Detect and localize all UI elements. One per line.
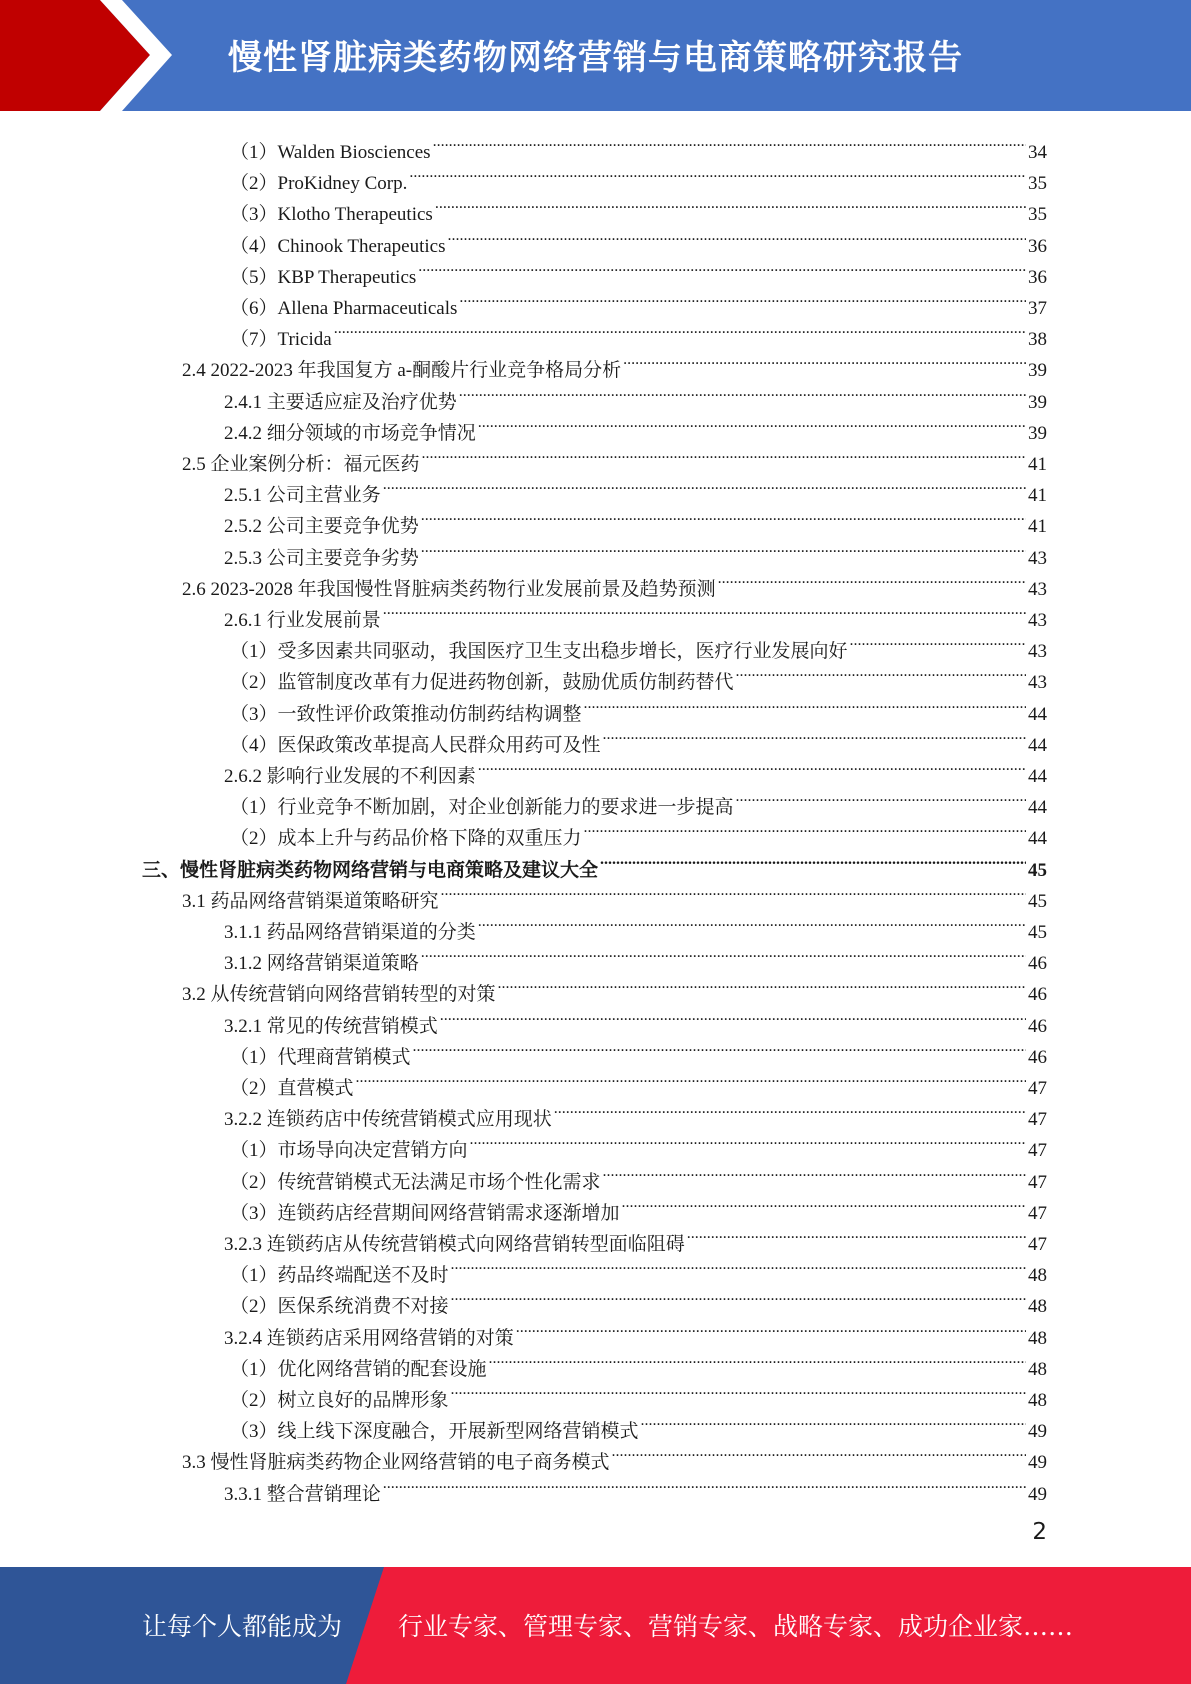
toc-entry-page: 47 (1028, 1078, 1047, 1099)
toc-entry-page: 44 (1028, 828, 1047, 850)
toc-leader-dots (850, 626, 1026, 657)
toc-entry-page: 41 (1028, 485, 1047, 507)
toc-entry-label: （1）市场导向决定营销方向 (230, 1140, 468, 1162)
toc-entry-label: （3）连锁药店经营期间网络营销需求逐渐增加 (230, 1202, 620, 1224)
toc-entry[interactable] (224, 1219, 1047, 1255)
toc-entry-label: （2）监管制度改革有力促进药物创新，鼓励优质仿制药替代 (230, 672, 734, 694)
toc-entry-page: 49 (1028, 1452, 1047, 1474)
toc-entry[interactable] (224, 751, 1047, 787)
toc-entry-page: 39 (1028, 391, 1047, 413)
toc-entry-label: （3）Klotho Therapeutics (230, 204, 433, 226)
toc-entry-label: （2）树立良好的品牌形象 (230, 1390, 449, 1411)
toc-entry-label: （1）优化网络营销的配套设施 (230, 1358, 487, 1380)
page-number: 2 (1032, 1519, 1047, 1545)
toc-entry[interactable] (230, 1250, 1047, 1287)
toc-leader-dots (603, 1157, 1026, 1188)
toc-entry[interactable] (182, 564, 1047, 600)
toc-entry-page: 47 (1028, 1109, 1047, 1131)
toc-entry-page: 37 (1028, 298, 1047, 319)
toc-leader-dots (383, 470, 1026, 501)
toc-entry-label: 2.5.2 公司主要竞争优势 (224, 516, 419, 538)
toc-leader-dots (489, 1344, 1026, 1375)
toc-entry[interactable] (182, 345, 1047, 382)
toc-entry-page: 43 (1028, 641, 1047, 663)
toc-entry-label: 3.1.1 药品网络营销渠道的分类 (224, 922, 476, 943)
toc-entry-page: 44 (1028, 734, 1047, 756)
toc-entry[interactable] (230, 1125, 1047, 1162)
toc-entry[interactable] (224, 1094, 1047, 1131)
toc-entry-label: 2.5 企业案例分析：福元医药 (182, 454, 420, 475)
header-banner (0, 0, 1191, 111)
toc-leader-dots (736, 657, 1026, 688)
toc-leader-dots (451, 1250, 1026, 1281)
toc-entry-label: 3.2.1 常见的传统营销模式 (224, 1015, 438, 1037)
toc-leader-dots (433, 127, 1026, 158)
toc-entry[interactable] (224, 938, 1047, 975)
report-title: 慢性肾脏病类药物网络营销与电商策略研究报告 (228, 38, 963, 78)
toc-leader-dots (623, 345, 1026, 376)
toc-entry-page: 43 (1028, 610, 1047, 631)
toc-entry[interactable] (224, 1001, 1047, 1037)
toc-leader-dots (422, 439, 1026, 470)
toc-entry-label: （2）成本上升与药品价格下降的双重压力 (230, 828, 582, 850)
toc-leader-dots (356, 1063, 1026, 1094)
toc-entry[interactable] (230, 314, 1047, 351)
toc-entry-page: 47 (1028, 1140, 1047, 1162)
toc-entry[interactable] (182, 439, 1047, 475)
toc-entry-page: 36 (1028, 235, 1047, 257)
toc-entry[interactable] (230, 720, 1047, 756)
toc-entry-page: 47 (1028, 1202, 1047, 1224)
toc-leader-dots (470, 1125, 1026, 1156)
toc-entry-page: 49 (1028, 1483, 1047, 1505)
toc-entry-page: 43 (1028, 547, 1047, 569)
toc-entry[interactable] (230, 1032, 1047, 1068)
toc-entry-page: 44 (1028, 703, 1047, 725)
toc-entry-page: 45 (1028, 922, 1047, 943)
toc-entry-page: 43 (1028, 578, 1047, 600)
toc-entry-label: （1）行业竞争不断加剧，对企业创新能力的要求进一步提高 (230, 797, 734, 819)
toc-entry[interactable] (230, 127, 1047, 163)
toc-entry-label: 3.2.2 连锁药店中传统营销模式应用现状 (224, 1109, 552, 1131)
toc-entry-label: （3）线上线下深度融合，开展新型网络营销模式 (230, 1421, 639, 1443)
footer-banner (0, 1567, 1191, 1684)
toc-entry-label: 3.3 慢性肾脏病类药物企业网络营销的电子商务模式 (182, 1452, 610, 1474)
toc-entry-page: 48 (1028, 1296, 1047, 1318)
toc-entry-label: （1）受多因素共同驱动，我国医疗卫生支出稳步增长，医疗行业发展向好 (230, 641, 848, 663)
toc-entry-page: 46 (1028, 984, 1047, 1006)
toc-entry[interactable] (182, 969, 1047, 1006)
toc-entry-label: （2）直营模式 (230, 1078, 354, 1099)
toc-entry-label: 3.2 从传统营销向网络营销转型的对策 (182, 984, 496, 1006)
toc-entry-label: （3）一致性评价政策推动仿制药结构调整 (230, 703, 582, 725)
toc-leader-dots (451, 1375, 1026, 1406)
toc-entry[interactable] (230, 626, 1047, 663)
toc-entry-page: 45 (1028, 859, 1047, 881)
toc-leader-dots (554, 1094, 1026, 1125)
toc-entry-label: （4）Chinook Therapeutics (230, 235, 446, 257)
toc-entry[interactable] (230, 189, 1047, 226)
toc-entry-page: 35 (1028, 173, 1047, 195)
toc-entry-label: （2）传统营销模式无法满足市场个性化需求 (230, 1171, 601, 1193)
toc-entry[interactable] (224, 470, 1047, 507)
toc-entry-label: （7）Tricida (230, 329, 332, 351)
toc-leader-dots (421, 533, 1026, 564)
toc-entry-label: 2.4 2022-2023 年我国复方 a-酮酸片行业竞争格局分析 (182, 360, 622, 382)
toc-entry-page: 38 (1028, 329, 1047, 351)
toc-entry[interactable] (230, 782, 1047, 819)
toc-entry-label: 2.5.1 公司主营业务 (224, 485, 381, 507)
toc-entry[interactable] (182, 1437, 1047, 1474)
toc-entry-page: 47 (1028, 1234, 1047, 1255)
toc-leader-dots (413, 1032, 1026, 1063)
toc-leader-dots (441, 876, 1026, 907)
toc-entry[interactable] (224, 1469, 1047, 1505)
toc-entry-page: 34 (1028, 142, 1047, 163)
toc-leader-dots (612, 1437, 1026, 1468)
toc-entry-page: 36 (1028, 266, 1047, 288)
toc-entry[interactable] (230, 252, 1047, 288)
toc-entry[interactable] (230, 1406, 1047, 1443)
toc-entry-page: 47 (1028, 1171, 1047, 1193)
toc-entry-page: 41 (1028, 454, 1047, 475)
toc-entry[interactable] (230, 689, 1047, 725)
toc-entry-label: （1）药品终端配送不及时 (230, 1265, 449, 1287)
toc-entry-label: 3.2.3 连锁药店从传统营销模式向网络营销转型面临阻碍 (224, 1234, 685, 1255)
toc-entry-label: 3.3.1 整合营销理论 (224, 1483, 381, 1505)
toc-entry-page: 43 (1028, 672, 1047, 694)
toc-entry[interactable] (230, 1157, 1047, 1193)
toc-leader-dots (478, 907, 1026, 938)
toc-entry-page: 48 (1028, 1327, 1047, 1349)
toc-entry-page: 49 (1028, 1421, 1047, 1443)
toc-entry-page: 46 (1028, 1015, 1047, 1037)
toc-leader-dots (447, 221, 1026, 252)
toc-leader-dots (736, 782, 1026, 813)
toc-entry-page: 45 (1028, 890, 1047, 912)
toc-entry[interactable] (230, 221, 1047, 257)
toc-leader-dots (451, 1281, 1026, 1312)
toc-entry[interactable] (224, 408, 1047, 444)
footer-slogan-right: 行业专家、管理专家、营销专家、战略专家、成功企业家…… (398, 1612, 1074, 1641)
toc-entry[interactable] (182, 876, 1047, 912)
toc-entry-label: 3.2.4 连锁药店采用网络营销的对策 (224, 1327, 514, 1349)
toc-leader-dots (459, 377, 1026, 408)
toc-entry-label: 3.1.2 网络营销渠道策略 (224, 953, 419, 975)
toc-leader-dots (584, 689, 1026, 720)
toc-entry-label: （1）Walden Biosciences (230, 142, 431, 163)
footer-slogan-left: 让每个人都能成为 (142, 1612, 343, 1641)
toc-entry[interactable] (224, 907, 1047, 943)
toc-entry-label: 2.6 2023-2028 年我国慢性肾脏病类药物行业发展前景及趋势预测 (182, 578, 716, 600)
toc-entry-label: 3.1 药品网络营销渠道策略研究 (182, 890, 439, 912)
toc-entry-label: 三、慢性肾脏病类药物网络营销与电商策略及建议大全 (142, 859, 599, 881)
toc-entry-label: （1）代理商营销模式 (230, 1046, 411, 1068)
toc-entry-page: 46 (1028, 953, 1047, 975)
toc-leader-dots (687, 1219, 1026, 1250)
toc-entry[interactable] (224, 377, 1047, 413)
toc-entry-page: 48 (1028, 1358, 1047, 1380)
toc-entry-label: （5）KBP Therapeutics (230, 266, 417, 288)
toc-leader-dots (622, 1188, 1026, 1219)
toc-entry[interactable] (230, 283, 1047, 319)
toc-leader-dots (409, 158, 1026, 189)
toc-entry-page: 48 (1028, 1265, 1047, 1287)
toc-entry[interactable] (224, 595, 1047, 631)
toc-entry-page: 44 (1028, 766, 1047, 787)
toc-entry[interactable] (230, 158, 1047, 195)
toc-leader-dots (516, 1313, 1026, 1344)
toc-leader-dots (718, 564, 1026, 595)
toc-entry-page: 39 (1028, 360, 1047, 382)
toc-leader-dots (603, 720, 1026, 751)
toc-leader-dots (478, 408, 1026, 439)
toc-leader-dots (584, 813, 1026, 844)
toc-entry-page: 35 (1028, 204, 1047, 226)
toc-entry[interactable] (230, 1281, 1047, 1318)
toc-leader-dots (600, 845, 1026, 876)
toc-entry-page: 39 (1028, 422, 1047, 444)
toc-leader-dots (440, 1001, 1026, 1032)
toc-leader-dots (478, 751, 1026, 782)
toc-entry-label: 2.4.2 细分领域的市场竞争情况 (224, 422, 476, 444)
toc-entry-page: 48 (1028, 1390, 1047, 1411)
toc-leader-dots (418, 252, 1026, 283)
toc-leader-dots (435, 189, 1026, 220)
toc-entry[interactable] (224, 1313, 1047, 1349)
toc-entry-label: （2）医保系统消费不对接 (230, 1296, 449, 1318)
toc-entry-label: 2.4.1 主要适应症及治疗优势 (224, 391, 457, 413)
toc-entry[interactable] (230, 1188, 1047, 1224)
toc-leader-dots (498, 969, 1026, 1000)
toc-entry-page: 41 (1028, 516, 1047, 538)
toc-entry-label: （2）ProKidney Corp. (230, 173, 408, 195)
toc-leader-dots (641, 1406, 1026, 1437)
toc-entry-page: 44 (1028, 797, 1047, 819)
toc-entry[interactable] (224, 501, 1047, 538)
toc-entry[interactable] (142, 845, 1047, 881)
toc-entry-label: 2.6.2 影响行业发展的不利因素 (224, 766, 476, 787)
toc-entry-page: 46 (1028, 1046, 1047, 1068)
toc-leader-dots (383, 1469, 1026, 1500)
toc-entry-label: 2.5.3 公司主要竞争劣势 (224, 547, 419, 569)
toc-leader-dots (421, 938, 1026, 969)
toc-entry[interactable] (230, 1375, 1047, 1411)
toc-entry[interactable] (224, 533, 1047, 569)
toc-entry-label: （4）医保政策改革提高人民群众用药可及性 (230, 734, 601, 756)
toc-entry[interactable] (230, 1344, 1047, 1380)
toc-entry-label: 2.6.1 行业发展前景 (224, 610, 381, 631)
toc-entry[interactable] (230, 813, 1047, 850)
toc-leader-dots (459, 283, 1026, 314)
toc-entry-label: （6）Allena Pharmaceuticals (230, 298, 458, 319)
toc-leader-dots (334, 314, 1026, 345)
toc-leader-dots (383, 595, 1026, 626)
toc-entry[interactable] (230, 657, 1047, 694)
toc-entry[interactable] (230, 1063, 1047, 1099)
toc-leader-dots (421, 501, 1026, 532)
